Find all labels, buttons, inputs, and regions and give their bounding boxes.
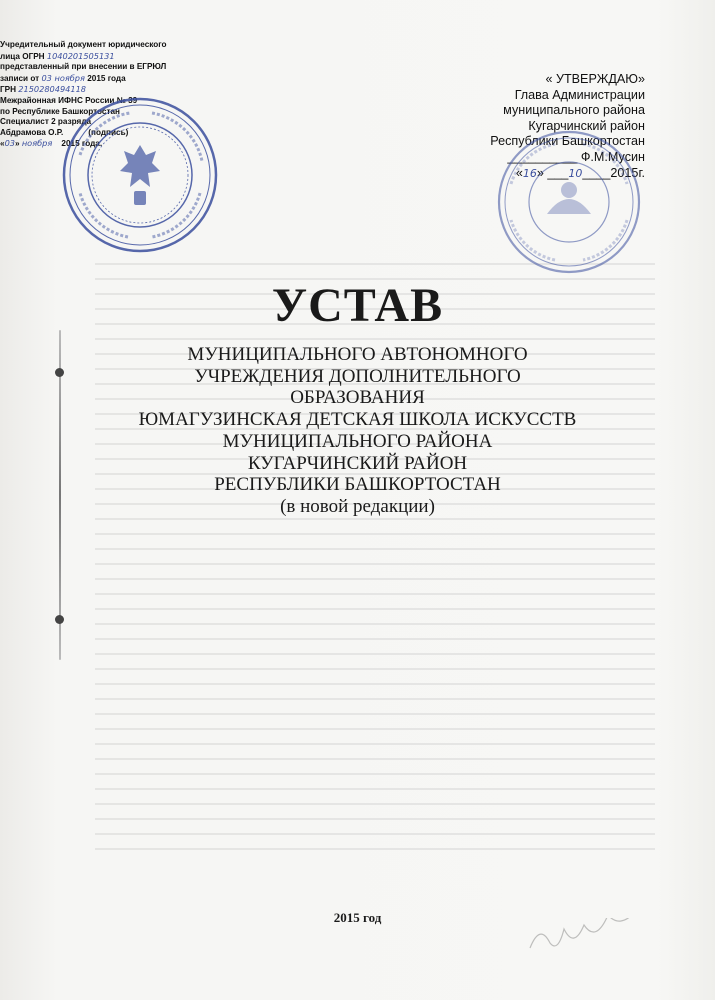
document-title: УСТАВ <box>271 279 444 332</box>
document-year: 2015 год <box>333 910 382 925</box>
org-line: МУНИЦИПАЛЬНОГО РАЙОНА <box>222 430 493 452</box>
org-line: КУГАРЧИНСКИЙ РАЙОН <box>247 452 468 474</box>
reg-line: Учредительный документ юридического <box>0 40 167 49</box>
org-line: МУНИЦИПАЛЬНОГО АВТОНОМНОГО <box>187 344 528 365</box>
organization-name <box>70 344 645 518</box>
approval-date: «16» ___10____2015г. <box>515 165 645 180</box>
binding-thread <box>55 330 65 660</box>
reg-line: по Республике Башкортостан <box>0 106 120 116</box>
approval-line: муниципального района <box>503 103 645 118</box>
handwritten-ogrn: 1040201505131 <box>46 50 115 61</box>
tax-office-seal-icon <box>60 95 220 255</box>
org-line: РЕСПУБЛИКИ БАШКОРТОСТАН <box>214 474 501 496</box>
approval-line: Глава Администрации <box>514 87 645 102</box>
reg-line: ГРН 2150280494118 <box>0 84 87 95</box>
reg-line: «03» ноября 2015 года. <box>0 138 103 149</box>
pencil-mark-icon <box>525 918 645 958</box>
org-line: УЧРЕЖДЕНИЯ ДОПОЛНИТЕЛЬНОГО <box>194 365 521 387</box>
approval-heading: « УТВЕРЖДАЮ» <box>545 72 645 86</box>
reg-line: Межрайонная ИФНС России № 39 <box>0 95 138 105</box>
approval-line: Республики Башкортостан <box>490 134 645 149</box>
handwritten-date: 03 ноября <box>41 72 85 83</box>
org-line: ОБРАЗОВАНИЯ <box>290 387 425 409</box>
reg-line: представленный при внесении в ЕГРЮЛ <box>0 62 167 72</box>
approval-line: Кугарчинский район <box>528 118 645 133</box>
reg-line: Специалист 2 разряда <box>0 117 92 127</box>
handwritten-grn: 2150280494118 <box>18 84 87 95</box>
bleed-through-text <box>95 250 655 850</box>
edition-note: (в новой редакции) <box>280 495 435 517</box>
reg-line: лица ОГРН 1040201505131 <box>0 50 115 61</box>
reg-line: Абдрамова О.Р. (подпись) <box>0 127 129 137</box>
approval-signer: __________ Ф.М.Мусин <box>507 149 645 164</box>
org-line: ЮМАГУЗИНСКАЯ ДЕТСКАЯ ШКОЛА ИСКУССТВ <box>138 409 577 431</box>
reg-line: записи от 03 ноября 2015 года <box>0 72 126 83</box>
administration-seal-icon <box>495 128 643 276</box>
